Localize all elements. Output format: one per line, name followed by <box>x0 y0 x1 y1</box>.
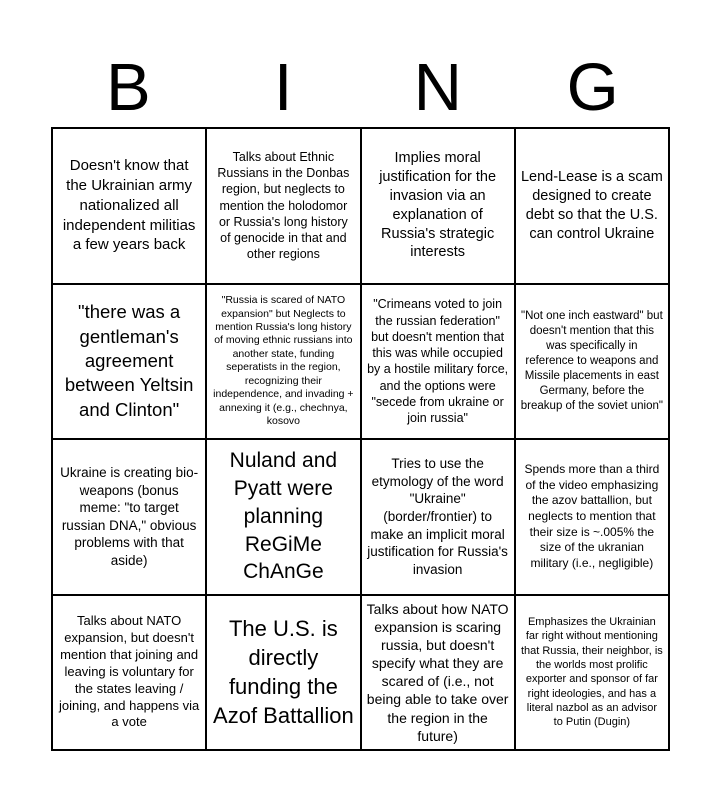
bingo-grid <box>51 127 670 751</box>
bingo-header-letter-g: G <box>566 50 619 125</box>
bingo-cell-r1c1[interactable]: Doesn't know that the Ukrainian army nationalized all independent militias a few years back <box>53 129 205 283</box>
bingo-header-letter-b: B <box>106 50 151 125</box>
bingo-cell-r3c3[interactable]: Tries to use the etymology of the word "Ukraine" (border/frontier) to make an implicit moral justification for Russia's invasion <box>362 440 514 594</box>
bingo-cell-r4c4[interactable]: Emphasizes the Ukrainian far right without mentioning that Russia, their neighbor, is the worlds most prolific exporter and sponsor of far right ideologies, and has a literal nazbol as an advisor to Putin (Dugin) <box>516 596 668 750</box>
bingo-cell-r2c3[interactable]: "Crimeans voted to join the russian federation" but doesn't mention that this was while occupied by a hostile military force, and the options were "secede from ukraine or join russia" <box>362 285 514 439</box>
bingo-cell-r1c3[interactable]: Implies moral justification for the invasion via an explanation of Russia's strategic interests <box>362 129 514 283</box>
bingo-cell-r4c2[interactable]: The U.S. is directly funding the Azof Battallion <box>207 596 359 750</box>
bingo-header <box>51 50 670 125</box>
bingo-cell-r3c1[interactable]: Ukraine is creating bio-weapons (bonus meme: "to target russian DNA," obvious problems with that aside) <box>53 440 205 594</box>
bingo-cell-r2c4[interactable]: "Not one inch eastward" but doesn't mention that this was specifically in reference to weapons and Missile placements in east Germany, before the breakup of the soviet union" <box>516 285 668 439</box>
bingo-cell-r2c2[interactable]: "Russia is scared of NATO expansion" but Neglects to mention Russia's long history of moving ethnic russians into another state, funding seperatists in the region, recognizing their independence, and invading + annexing it (e.g., chechnya, kosovo <box>207 285 359 439</box>
bingo-header-letter-n: N <box>413 50 463 125</box>
bingo-cell-r4c3[interactable]: Talks about how NATO expansion is scaring russia, but doesn't specify what they are scared of (i.e., not being able to take over the region in the future) <box>362 596 514 750</box>
bingo-cell-r1c4[interactable]: Lend-Lease is a scam designed to create debt so that the U.S. can control Ukraine <box>516 129 668 283</box>
bingo-cell-r4c1[interactable]: Talks about NATO expansion, but doesn't mention that joining and leaving is voluntary for the states leaving / joining, and happens via a vote <box>53 596 205 750</box>
bingo-cell-r1c2[interactable]: Talks about Ethnic Russians in the Donbas region, but neglects to mention the holodomor or Russia's long history of genocide in that and other regions <box>207 129 359 283</box>
bingo-header-letter-i: I <box>273 50 293 125</box>
bingo-cell-r3c2[interactable]: Nuland and Pyatt were planning ReGiMe ChAnGe <box>207 440 359 594</box>
bingo-cell-r2c1[interactable]: "there was a gentleman's agreement between Yeltsin and Clinton" <box>53 285 205 439</box>
bingo-cell-r3c4[interactable]: Spends more than a third of the video emphasizing the azov battallion, but neglects to mention that their size is ~.005% the size of the ukranian military (i.e., negligible) <box>516 440 668 594</box>
